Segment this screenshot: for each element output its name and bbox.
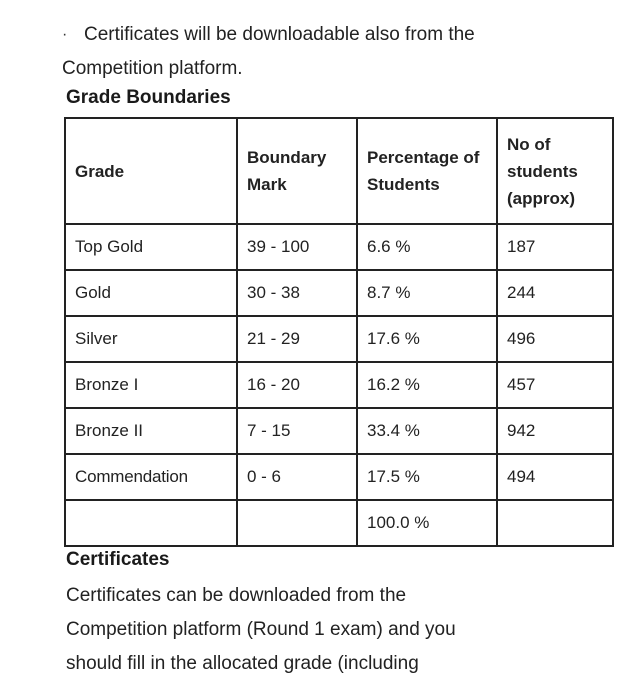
cell-boundary: 0 - 6 <box>237 454 357 500</box>
table-row <box>65 408 613 454</box>
cell-percentage: 6.6 % <box>357 224 497 270</box>
cell-grade: Silver <box>65 316 237 362</box>
certificates-paragraph <box>66 579 611 681</box>
header-grade: Grade <box>65 118 237 224</box>
cell-boundary: 16 - 20 <box>237 362 357 408</box>
header-boundary-mark: Boundary Mark <box>237 118 357 224</box>
grade-boundaries-table <box>64 117 614 547</box>
cell-boundary: 7 - 15 <box>237 408 357 454</box>
cell-boundary: 39 - 100 <box>237 224 357 270</box>
bullet-dot-icon: · <box>62 26 68 43</box>
cell-grade-empty <box>65 500 237 546</box>
certificates-line-2: Competition platform (Round 1 exam) and you <box>66 619 456 640</box>
header-percentage: Percentage of Students <box>357 118 497 224</box>
cell-percentage: 16.2 % <box>357 362 497 408</box>
cell-students: 244 <box>497 270 613 316</box>
header-students: No of students (approx) <box>497 118 613 224</box>
cell-percentage: 17.5 % <box>357 454 497 500</box>
table-row <box>65 362 613 408</box>
cell-percentage: 8.7 % <box>357 270 497 316</box>
table-row <box>65 454 613 500</box>
cell-percentage: 17.6 % <box>357 316 497 362</box>
cell-grade: Bronze II <box>65 408 237 454</box>
cell-boundary-empty <box>237 500 357 546</box>
grade-boundaries-heading: Grade Boundaries <box>66 87 231 108</box>
table-row <box>65 224 613 270</box>
cell-students: 457 <box>497 362 613 408</box>
cell-grade: Top Gold <box>65 224 237 270</box>
cell-students-empty <box>497 500 613 546</box>
cell-boundary: 21 - 29 <box>237 316 357 362</box>
table-row <box>65 270 613 316</box>
cell-grade: Gold <box>65 270 237 316</box>
cell-students: 494 <box>497 454 613 500</box>
intro-line-2: Competition platform. <box>62 58 243 79</box>
cell-grade: Bronze I <box>65 362 237 408</box>
cell-percentage: 33.4 % <box>357 408 497 454</box>
intro-line-1: Certificates will be downloadable also from the <box>84 24 475 45</box>
cell-students: 187 <box>497 224 613 270</box>
table-header-row <box>65 118 613 224</box>
table-total-row <box>65 500 613 546</box>
certificates-line-1: Certificates can be downloaded from the <box>66 585 407 606</box>
cell-boundary: 30 - 38 <box>237 270 357 316</box>
certificates-heading: Certificates <box>66 549 170 570</box>
table-row <box>65 316 613 362</box>
cell-percentage-total: 100.0 % <box>357 500 497 546</box>
cell-students: 942 <box>497 408 613 454</box>
certificates-line-3: should fill in the allocated grade (including <box>66 653 419 674</box>
cell-grade: Commendation <box>65 454 237 500</box>
intro-bullet-paragraph <box>62 18 611 86</box>
cell-students: 496 <box>497 316 613 362</box>
